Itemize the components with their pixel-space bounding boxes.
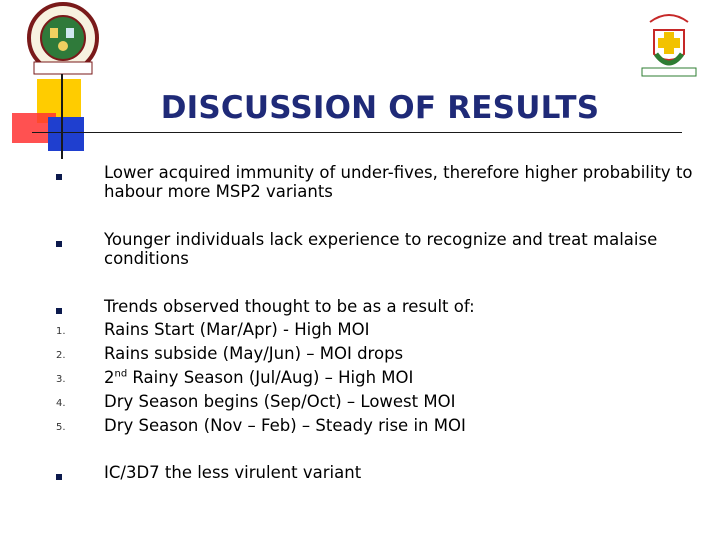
ordinal-suffix: nd [114,368,128,380]
item-text [104,368,694,387]
item-text: Trends observed thought to be as a result of: [104,297,475,316]
item-number: 3. [56,374,66,385]
item-text: Dry Season begins (Sep/Oct) – Lowest MOI [104,392,456,411]
item-number: 2. [56,350,66,361]
item-number: 4. [56,398,66,409]
bullet-square-icon [56,308,62,314]
bullet-square-icon [56,241,62,247]
ghana-health-service-logo [630,2,708,80]
item-text: IC/3D7 the less virulent variant [104,463,362,482]
research-centre-seal-icon [16,2,110,78]
decorative-blue-square [48,117,84,151]
slide-title: DISCUSSION OF RESULTS [160,90,600,126]
ordinal-number: 2 [104,368,115,387]
item-text: Rains subside (May/Jun) – MOI drops [104,344,404,363]
research-centre-logo [16,2,110,78]
item-text-rest: Rainy Season (Jul/Aug) – High MOI [127,368,414,387]
ghana-health-service-emblem-icon [630,2,708,80]
bullet-square-icon [56,474,62,480]
decorative-vertical-line [61,74,63,159]
bullet-square-icon [56,174,62,180]
item-number: 1. [56,326,66,337]
decorative-horizontal-line [32,132,682,133]
item-text: Rains Start (Mar/Apr) - High MOI [104,320,370,339]
item-text: Dry Season (Nov – Feb) – Steady rise in MOI [104,416,466,435]
item-text: Younger individuals lack experience to recognize and treat malaise conditions [104,230,658,268]
item-text: Lower acquired immunity of under-fives, therefore higher probability to habour more MSP2 variants [104,163,693,201]
item-number: 5. [56,422,66,433]
